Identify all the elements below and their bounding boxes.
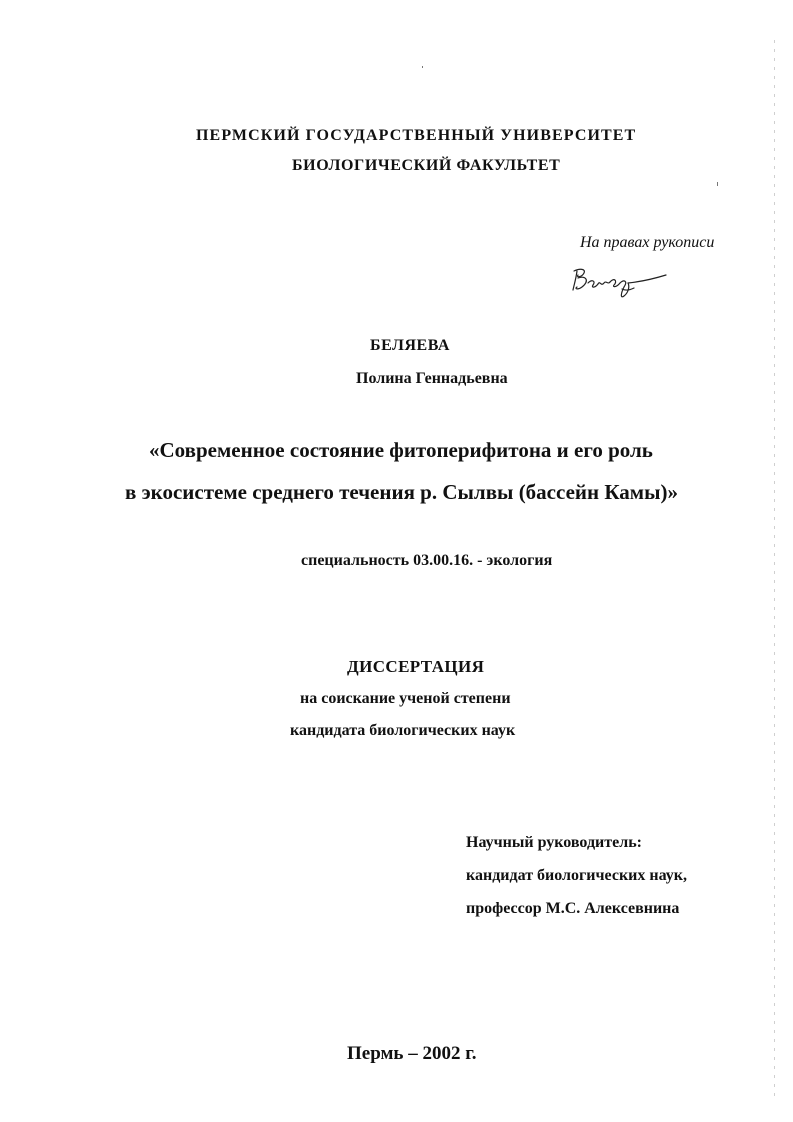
author-given-name: Полина Геннадьевна bbox=[356, 370, 508, 387]
advisor-degree: кандидат биологических наук, bbox=[466, 867, 687, 884]
degree-line-2: кандидата биологических наук bbox=[290, 722, 516, 739]
degree-line-1: на соискание ученой степени bbox=[300, 690, 511, 707]
thesis-title-line-2: в экосистеме среднего течения р. Сылвы (бассейн Камы)» bbox=[125, 480, 678, 504]
author-signature bbox=[568, 263, 672, 303]
thesis-title-line-1: «Современное состояние фитоперифитона и его роль bbox=[149, 438, 653, 462]
university-name: ПЕРМСКИЙ ГОСУДАРСТВЕННЫЙ УНИВЕРСИТЕТ bbox=[196, 127, 637, 144]
scan-speck bbox=[717, 182, 718, 186]
document-type: ДИССЕРТАЦИЯ bbox=[347, 657, 485, 676]
faculty-name: БИОЛОГИЧЕСКИЙ ФАКУЛЬТЕТ bbox=[292, 157, 561, 174]
manuscript-rights-note: На правах рукописи bbox=[580, 234, 715, 251]
place-and-year: Пермь – 2002 г. bbox=[347, 1043, 477, 1064]
specialty: специальность 03.00.16. - экология bbox=[301, 552, 553, 569]
scan-edge-shadow bbox=[774, 40, 775, 1100]
advisor-label: Научный руководитель: bbox=[466, 834, 642, 851]
scan-speck bbox=[422, 66, 423, 68]
advisor-name: профессор М.С. Алексевнина bbox=[466, 900, 680, 917]
author-surname: БЕЛЯЕВА bbox=[370, 337, 450, 354]
